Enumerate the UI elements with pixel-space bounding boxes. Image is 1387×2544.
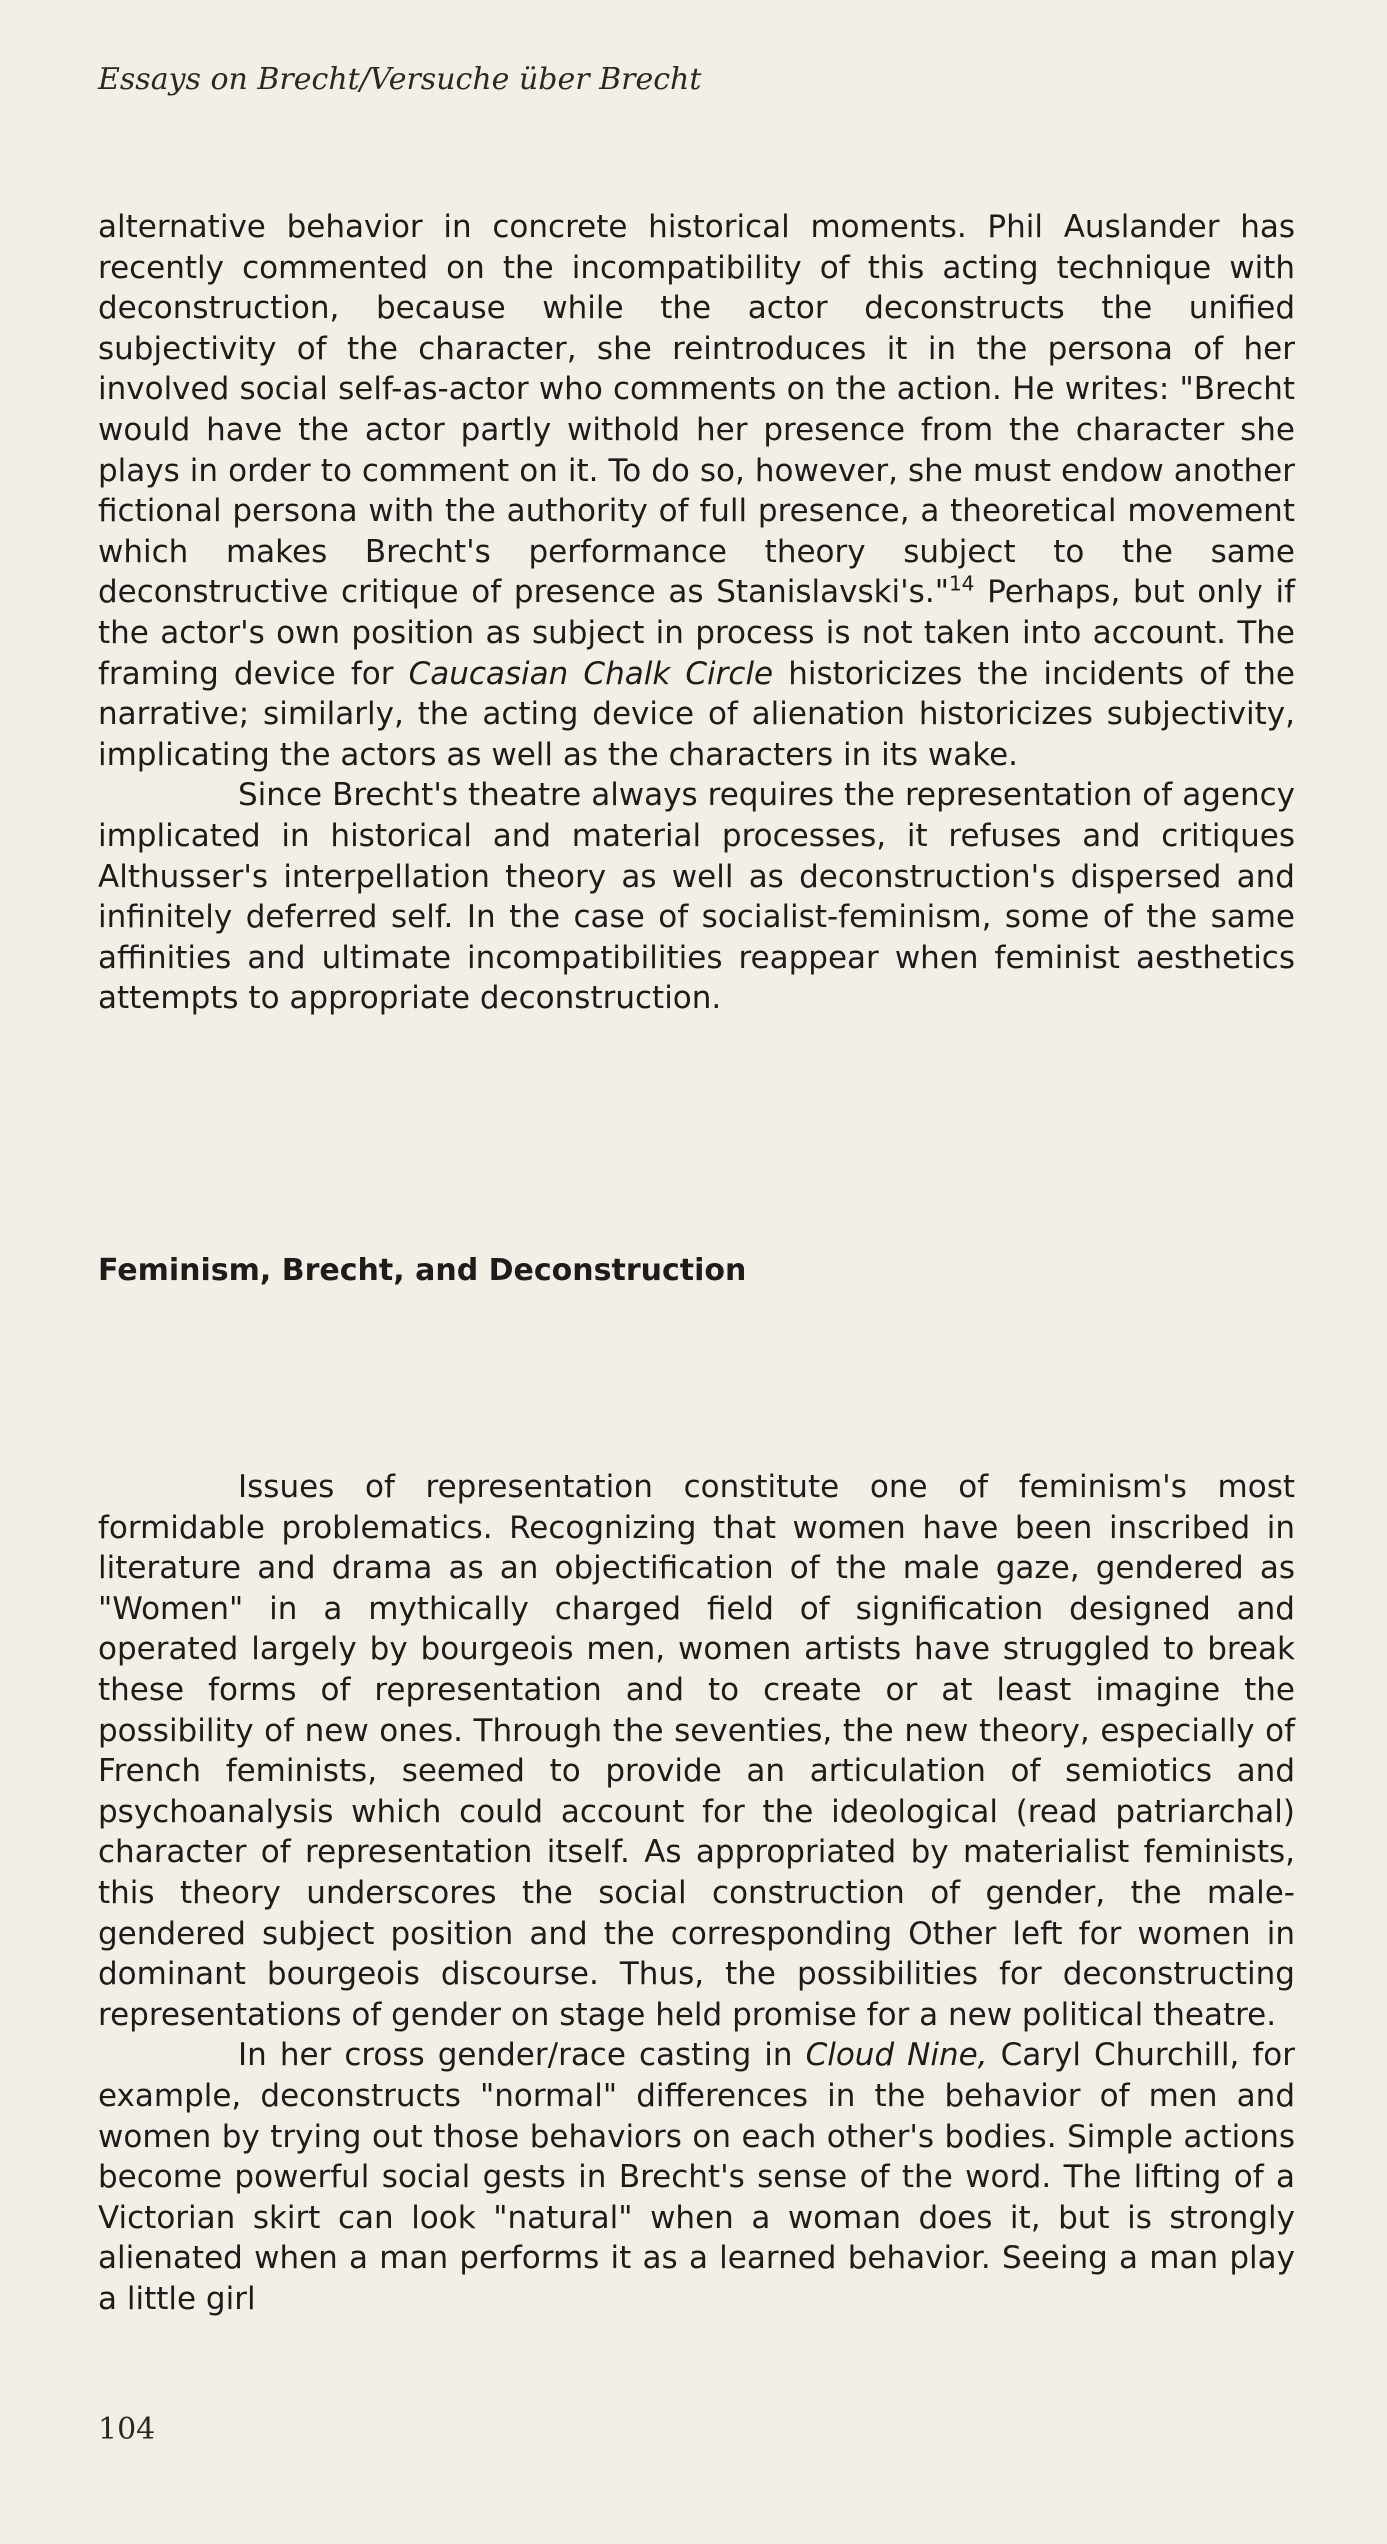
body-text-block-1 — [98, 207, 1295, 1019]
running-head: Essays on Brecht/Versuche über Brecht — [98, 62, 702, 97]
section-heading: Feminism, Brecht, and Deconstruction — [98, 1253, 747, 1288]
work-title-cloud-nine: Cloud Nine, — [805, 2037, 988, 2074]
paragraph-1-text-a: alternative behavior in concrete historical moments. Phil Auslander has recently commented on the incompatibility of this acting technique with deconstruction, because while the actor deconstructs the unified subjectivity of the character, she reintroduces it in the persona of her involved social self-as-actor who comments on the action. He writes: "Brecht would have the actor partly withold her presence from the character she plays in order to comment on it. To do so, however, she must endow another fictional persona with the authority of full presence, a theoretical movement which makes Brecht's performance theory subject to the same deconstructive critique of presence as Stanislavski's." — [98, 209, 1295, 611]
paragraph-3: Issues of representation constitute one of feminism's most formidable problematics. Recognizing that women have been inscribed in literature and drama as an objectification of the male gaze, gendered as "Women" in a mythically charged field of signification designed and operated largely by bourgeois men, women artists have struggled to break these forms of representation and to create or at least imagine the possibility of new ones. Through the seventies, the new theory, especially of French feminists, seemed to provide an articulation of semiotics and psychoanalysis which could account for the ideological (read patriarchal) character of representation itself. As appropriated by materialist feminists, this theory underscores the social construction of gender, the male-gendered subject position and the corresponding Other left for women in dominant bourgeois discourse. Thus, the possibilities for deconstructing representations of gender on stage held promise for a new political theatre. — [98, 1469, 1295, 2033]
body-text-block-2 — [98, 1467, 1295, 2319]
paragraph-2: Since Brecht's theatre always requires the representation of agency implicated in historical and material processes, it refuses and critiques Althusser's interpellation theory as well as deconstruction's dispersed and infinitely deferred self. In the case of socialist-feminism, some of the same affinities and ultimate incompatibilities reappear when feminist aesthetics attempts to appropriate deconstruction. — [98, 777, 1295, 1017]
paragraph-1-text-c: historicizes the incidents of the narrative; similarly, the acting device of alienation historicizes subjectivity, implicating the actors as well as the characters in its wake. — [98, 655, 1295, 773]
paragraph-1 — [98, 207, 1295, 775]
page-number: 104 — [98, 2412, 156, 2447]
work-title-caucasian-chalk-circle: Caucasian Chalk Circle — [408, 655, 774, 692]
paragraph-4-text-b: Caryl Churchill, for example, deconstructs "normal" differences in the behavior of men and women by trying out those behaviors on each other's bodies. Simple actions become powerful social gests in Brecht's sense of the word. The lifting of a Victorian skirt can look "natural" when a woman does it, but is strongly alienated when a man performs it as a learned behavior. Seeing a man play a little girl — [98, 2037, 1296, 2317]
paragraph-1-text-b: Perhaps, but only if the actor's own position as subject in process is not taken into account. The framing device for — [98, 574, 1295, 692]
paragraph-4-text-a: In her cross gender/race casting in — [238, 2037, 806, 2074]
footnote-marker: 14 — [948, 572, 975, 597]
paragraph-4 — [98, 2035, 1295, 2319]
